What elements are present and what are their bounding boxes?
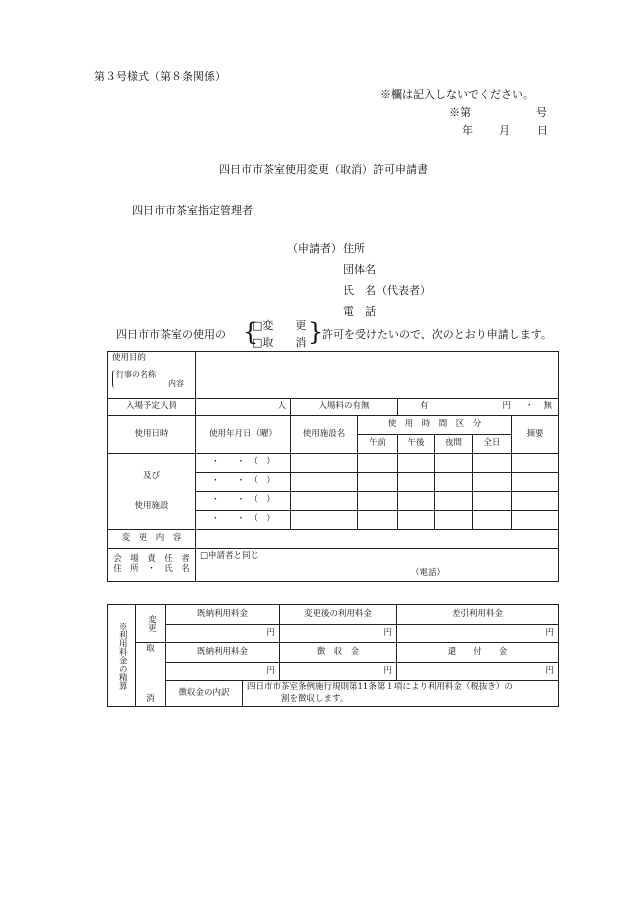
col-allday-header: 全日 <box>473 435 512 454</box>
and-label: 及び <box>142 470 160 481</box>
purpose-cell <box>108 352 196 399</box>
purpose-input[interactable] <box>196 352 559 399</box>
purpose-sub-event: 行事の名称 <box>116 369 156 379</box>
paid-fee-value[interactable]: 円 <box>166 625 280 643</box>
fee-no: 無 <box>543 401 553 412</box>
document-title: 四日市市茶室使用変更（取消）許可申請書 <box>219 163 428 176</box>
change-content-input[interactable] <box>196 530 559 549</box>
instruction-note: ※欄は記入しないでください。 <box>380 88 534 101</box>
fee-settlement-title: ※利用料金の精算 <box>117 621 128 690</box>
remarks-4[interactable] <box>512 511 559 530</box>
col-morning-header: 午前 <box>358 435 398 454</box>
request-prefix: 四日市市茶室の使用の <box>116 328 226 341</box>
fee-yes: 有 <box>420 401 429 412</box>
close-brace-icon: } <box>308 318 324 346</box>
applicant-name: 氏 名（代表者） <box>343 284 431 297</box>
addressee: 四日市市茶室指定管理者 <box>132 204 253 217</box>
facility-1[interactable] <box>291 454 358 473</box>
change-label: 変更 <box>136 605 166 643</box>
applicant-org: 団体名 <box>343 263 376 276</box>
usage-date-3[interactable]: ・ ・ （ ） <box>196 492 291 511</box>
application-table <box>107 351 559 582</box>
night-2[interactable] <box>435 473 473 492</box>
night-4[interactable] <box>435 511 473 530</box>
fee-settlement-side <box>108 605 136 707</box>
collected-value[interactable]: 円 <box>280 663 397 681</box>
expected-people-unit[interactable]: 人 <box>196 399 291 416</box>
col-afternoon-header: 午後 <box>398 435 435 454</box>
allday-3[interactable] <box>473 492 512 511</box>
purpose-label: 使用目的 <box>112 353 147 363</box>
facility-4[interactable] <box>291 511 358 530</box>
difference-fee-value[interactable]: 円 <box>397 625 559 643</box>
cancel-label-2: 消 <box>146 693 155 704</box>
morning-2[interactable] <box>358 473 398 492</box>
morning-1[interactable] <box>358 454 398 473</box>
morning-3[interactable] <box>358 492 398 511</box>
usage-date-1[interactable]: ・ ・ （ ） <box>196 454 291 473</box>
remarks-1[interactable] <box>512 454 559 473</box>
venue-responsible-label <box>108 549 196 582</box>
applicant-phone: 電 話 <box>343 305 376 318</box>
afternoon-1[interactable] <box>398 454 435 473</box>
facility-2[interactable] <box>291 473 358 492</box>
afternoon-2[interactable] <box>398 473 435 492</box>
expected-people-label: 入場予定人員 <box>108 399 196 416</box>
night-3[interactable] <box>435 492 473 511</box>
paid-fee-header-2: 既納利用料金 <box>166 643 280 663</box>
breakdown-text-line1: 四日市市茶室条例施行規則第11条第１項により利用料金（税抜き）の <box>247 682 513 693</box>
usage-date-2[interactable]: ・ ・ （ ） <box>196 473 291 492</box>
receipt-number-prefix: ※第 <box>449 106 471 119</box>
paid-fee-value-2[interactable]: 円 <box>166 663 280 681</box>
form-number: 第３号様式（第８条関係） <box>94 70 226 83</box>
cancel-label-1: 取 <box>146 643 155 654</box>
afternoon-3[interactable] <box>398 492 435 511</box>
night-1[interactable] <box>435 454 473 473</box>
date-month: 月 <box>499 124 510 137</box>
refund-value[interactable]: 円 <box>397 663 559 681</box>
fee-dot: ・ <box>524 401 534 412</box>
breakdown-text-cell[interactable] <box>243 681 559 707</box>
venue-responsible-line1: 会 場 責 任 者 <box>113 554 190 565</box>
breakdown-text-line2: 割を徴収します。 <box>281 693 349 704</box>
date-year: 年 <box>462 124 473 137</box>
allday-2[interactable] <box>473 473 512 492</box>
venue-responsible-input[interactable] <box>196 549 559 582</box>
breakdown-label: 徴収金の内訳 <box>166 681 243 707</box>
afternoon-4[interactable] <box>398 511 435 530</box>
col-night-header: 夜間 <box>435 435 473 454</box>
option-cancel[interactable]: □取 消 <box>252 336 307 349</box>
fee-yen: 円 <box>502 401 511 412</box>
allday-4[interactable] <box>473 511 512 530</box>
open-brace-icon: { <box>243 318 259 346</box>
paid-fee-header: 既納利用料金 <box>166 605 280 625</box>
after-change-fee-header: 変更後の利用料金 <box>280 605 397 625</box>
date-day: 日 <box>537 124 548 137</box>
usage-datetime-label: 使用日時 <box>108 416 196 454</box>
allday-1[interactable] <box>473 454 512 473</box>
same-as-applicant-checkbox[interactable]: □申請者と同じ <box>200 551 260 561</box>
cancel-label-cell <box>136 643 166 707</box>
col-time-division-header: 使 用 時 間 区 分 <box>358 416 512 435</box>
usage-side-cell <box>108 454 196 530</box>
difference-fee-header: 差引利用料金 <box>397 605 559 625</box>
refund-header: 還 付 金 <box>397 643 559 663</box>
col-facility-header: 使用施設名 <box>291 416 358 454</box>
fee-flag-label: 入場料の有無 <box>291 399 398 416</box>
request-suffix: 許可を受けたいので、次のとおり申請します。 <box>322 328 552 341</box>
facility-3[interactable] <box>291 492 358 511</box>
usage-date-4[interactable]: ・ ・ （ ） <box>196 511 291 530</box>
fee-settlement-table <box>107 604 559 707</box>
venue-phone-label: （電話） <box>411 568 446 579</box>
col-date-header: 使用年月日（曜） <box>196 416 291 454</box>
venue-responsible-line2: 住 所 ・ 氏 名 <box>113 564 190 574</box>
morning-4[interactable] <box>358 511 398 530</box>
applicant-address: 住所 <box>343 242 365 255</box>
applicant-label: （申請者） <box>287 242 342 255</box>
usage-facility-label: 使用施設 <box>134 500 169 511</box>
col-remarks-header: 摘要 <box>512 416 559 454</box>
collected-header: 徴 収 金 <box>280 643 397 663</box>
receipt-number-suffix: 号 <box>536 106 547 119</box>
after-change-fee-value[interactable]: 円 <box>280 625 397 643</box>
option-change[interactable]: □変 更 <box>252 319 307 332</box>
remarks-3[interactable] <box>512 492 559 511</box>
change-content-label: 変 更 内 容 <box>108 530 196 549</box>
purpose-sub-content: 内容 <box>168 378 184 388</box>
remarks-2[interactable] <box>512 473 559 492</box>
fee-flag-input[interactable] <box>398 399 559 416</box>
